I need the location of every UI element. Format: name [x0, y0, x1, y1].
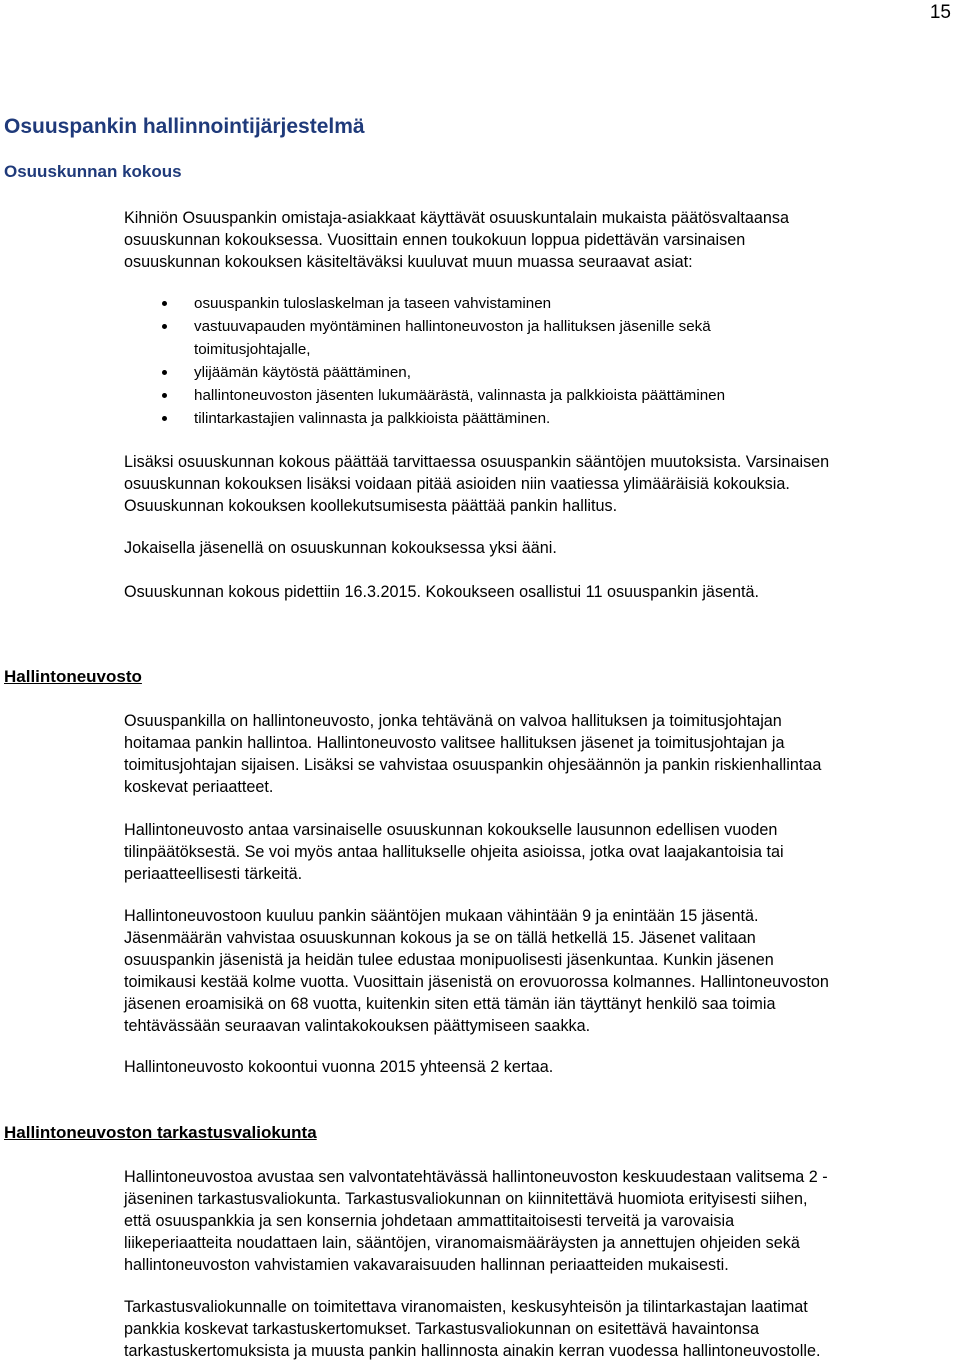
paragraph: [124, 710, 954, 798]
list-item: [160, 315, 960, 361]
list-item: [160, 407, 960, 430]
text-line: koskevat periaatteet.: [124, 778, 274, 796]
text-line: että osuuspankkia ja sen konsernia johdetaan ammattitaitoisesti terveitä ja varovaisia: [124, 1212, 735, 1230]
bullet-icon: [162, 324, 167, 329]
paragraph: [124, 819, 954, 885]
text-line: Hallintoneuvosto kokoontui vuonna 2015 yhteensä 2 kertaa.: [124, 1058, 554, 1076]
list-item-text: toimitusjohtajalle,: [194, 341, 311, 358]
text-line: pankkia koskevat tarkastuskertomukset. Tarkastusvaliokunnan on esitettävä havaintonsa: [124, 1320, 759, 1338]
text-line: periaatteellisesti tärkeitä.: [124, 865, 303, 883]
intro-paragraph: [124, 207, 954, 273]
section-heading-osuuskunnan-kokous: Osuuskunnan kokous: [4, 162, 182, 181]
list-item-text: vastuuvapauden myöntäminen hallintoneuvoston ja hallituksen jäsenille sekä: [194, 318, 711, 335]
text-line: tilinpäätöksestä. Se voi myös antaa hallitukselle ohjeita asioissa, jotka ovat laajakantoisia tai: [124, 843, 784, 861]
text-line: Lisäksi osuuskunnan kokous päättää tarvittaessa osuuspankin sääntöjen muutoksista. Varsinaisen: [124, 453, 830, 471]
list-item-text: hallintoneuvoston jäsenten lukumäärästä, valinnasta ja palkkioista päättäminen: [194, 387, 726, 404]
list-item: [160, 361, 960, 384]
text-line: hallintoneuvoston vahvistamien vakavaraisuuden hallinnan periaatteiden mukaisesti.: [124, 1256, 729, 1274]
text-line: Jäsenmäärän vahvistaa osuuskunnan kokous ja se on tällä hetkellä 15. Jäsenet valitaan: [124, 929, 756, 947]
agenda-bullet-list: [160, 292, 960, 430]
text-line: toimitusjohtajan sijaisen. Lisäksi se vahvistaa osuuspankin ohjesäännön ja pankin riskienhallintaa: [124, 756, 822, 774]
section-heading-tarkastusvaliokunta: Hallintoneuvoston tarkastusvaliokunta: [4, 1123, 317, 1142]
text-line: osuuskunnan kokouksessa. Vuosittain ennen toukokuun loppua pidettävän varsinaisen: [124, 231, 746, 249]
text-line: Kihniön Osuuspankin omistaja-asiakkaat käyttävät osuuskuntalain mukaista päätösvaltaansa: [124, 209, 789, 227]
text-line: Osuuspankilla on hallintoneuvosto, jonka tehtävänä on valvoa hallituksen ja toimitusjohtajan: [124, 712, 782, 730]
text-line: jäsenen eroamisikä on 68 vuotta, kuitenkin siten että tämän iän täyttänyt henkilö saa toimia: [124, 995, 776, 1013]
text-line: osuuskunnan kokouksen käsiteltäväksi kuuluvat muun muassa seuraavat asiat:: [124, 253, 693, 271]
list-item-text: tilintarkastajien valinnasta ja palkkioista päättäminen.: [194, 410, 551, 427]
bullet-icon: [162, 393, 167, 398]
list-item: [160, 292, 960, 315]
paragraph: [124, 905, 954, 1037]
text-line: osuuskunnan kokouksen lisäksi voidaan pitää asioiden niin vaatiessa ylimääräisiä kokouksia.: [124, 475, 790, 493]
text-line: osuuspankin jäsenistä ja heidän tulee edustaa monipuolisesti jäsenkuntaa. Kunkin jäsenen: [124, 951, 774, 969]
text-line: Hallintoneuvosto antaa varsinaiselle osuuskunnan kokoukselle lausunnon edellisen vuoden: [124, 821, 778, 839]
text-line: Tarkastusvaliokunnalle on toimitettava viranomaisten, keskusyhteisön ja tilintarkastajan laatimat: [124, 1298, 808, 1316]
text-line: liikeperiaatteita noudattaen lain, sääntöjen, viranomaismääräysten ja annettujen ohjeiden sekä: [124, 1234, 800, 1252]
paragraph: [124, 537, 954, 559]
paragraph: [124, 581, 954, 603]
paragraph: [124, 451, 954, 517]
bullet-icon: [162, 301, 167, 306]
list-item: [160, 384, 960, 407]
text-line: Osuuskunnan kokous pidettiin 16.3.2015. Kokoukseen osallistui 11 osuuspankin jäsentä.: [124, 583, 760, 601]
page-title: Osuuspankin hallinnointijärjestelmä: [4, 115, 365, 138]
paragraph: [124, 1296, 954, 1362]
list-item-text: ylijäämän käytöstä päättäminen,: [194, 364, 411, 381]
text-line: Osuuskunnan kokouksen koollekutsumisesta päättää pankin hallitus.: [124, 497, 618, 515]
text-line: toimikausi kestää kolme vuotta. Vuosittain jäsenistä on erovuorossa kolmannes. Hallintoneuvoston: [124, 973, 829, 991]
text-line: tehtävässään seuraavan valintakokouksen päättymiseen saakka.: [124, 1017, 591, 1035]
section-heading-hallintoneuvosto: Hallintoneuvosto: [4, 667, 142, 686]
paragraph: [124, 1166, 954, 1276]
text-line: jäseninen tarkastusvaliokunta. Tarkastusvaliokunnan on kiinnitettävä huomiota erityisesti siihen,: [124, 1190, 808, 1208]
bullet-icon: [162, 416, 167, 421]
bullet-icon: [162, 370, 167, 375]
text-line: hoitamaa pankin hallintoa. Hallintoneuvosto valitsee hallituksen jäsenet ja toimitusjohtajan ja: [124, 734, 785, 752]
text-line: Hallintoneuvostoa avustaa sen valvontatehtävässä hallintoneuvoston keskuudestaan valitsema 2 -: [124, 1168, 828, 1186]
text-line: Jokaisella jäsenellä on osuuskunnan kokouksessa yksi ääni.: [124, 539, 557, 557]
page-number: 15: [929, 2, 951, 23]
paragraph: [124, 1056, 954, 1078]
text-line: Hallintoneuvostoon kuuluu pankin sääntöjen mukaan vähintään 9 ja enintään 15 jäsentä.: [124, 907, 759, 925]
text-line: tarkastuskertomuksista ja muusta pankin hallinnosta ainakin kerran vuodessa hallintoneuvostolle.: [124, 1342, 821, 1360]
list-item-text: osuuspankin tuloslaskelman ja taseen vahvistaminen: [194, 295, 552, 312]
